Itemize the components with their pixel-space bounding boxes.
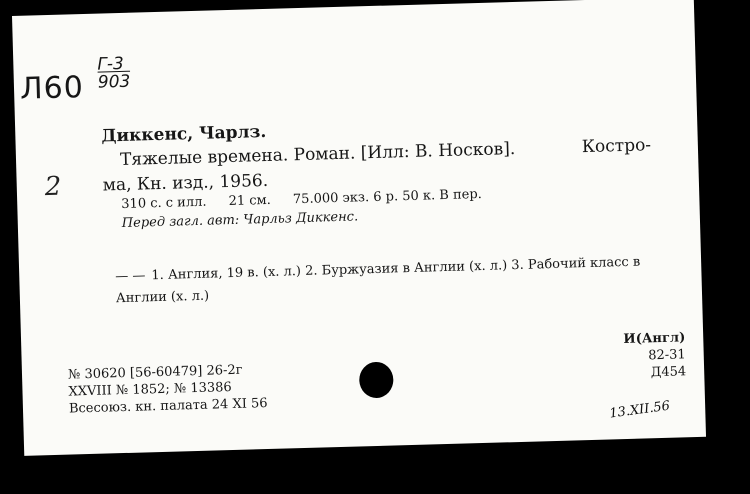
book-title: Тяжелые времена. Роман. [Илл: В. Носков]. — [119, 139, 516, 171]
catalog-line-3: Всесоюз. кн. палата 24 XI 56 — [68, 396, 268, 417]
publication-place-start: Костро- — [581, 135, 652, 158]
catalog-line-2: XXVIII № 1852; № 13386 — [68, 380, 232, 400]
handwritten-signature: 13.XII.56 — [608, 398, 671, 422]
print-run-price: 75.000 экз. 6 р. 50 к. В пер. — [292, 186, 483, 208]
subject-dash: — — — [115, 268, 146, 285]
book-size: 21 см. — [228, 192, 272, 210]
publisher-line: ма, Кн. изд., 1956. — [102, 170, 269, 196]
shelf-mark-fraction — [97, 55, 130, 92]
catalog-numbers — [68, 361, 268, 418]
author-note: Перед загл. авт: Чарльз Диккенс. — [121, 209, 359, 232]
subject-text: 1. Англия, 19 в. (х. л.) 2. Буржуазия в Англии (х. л.) 3. Рабочий класс в Англии (х. л.) — [115, 254, 641, 307]
shelf-mark-numerator: Г-3 — [97, 53, 125, 75]
class-code: 82-31 — [648, 347, 686, 364]
shelf-mark-denominator: 903 — [97, 71, 131, 93]
subject-headings — [115, 251, 676, 311]
handwritten-mark: 2 — [44, 171, 62, 203]
author-mark: Д454 — [650, 364, 687, 381]
punch-hole — [359, 362, 394, 399]
catalog-line-1: № 30620 [56-60479] 26-2г — [67, 362, 243, 383]
page-count: 310 с. с илл. — [121, 194, 207, 213]
author-heading: Диккенс, Чарлз. — [101, 121, 267, 147]
catalog-card — [12, 0, 706, 456]
class-index: И(Англ) — [623, 330, 686, 348]
classification-block — [613, 329, 686, 382]
shelf-mark-main: Л60 — [19, 70, 85, 107]
